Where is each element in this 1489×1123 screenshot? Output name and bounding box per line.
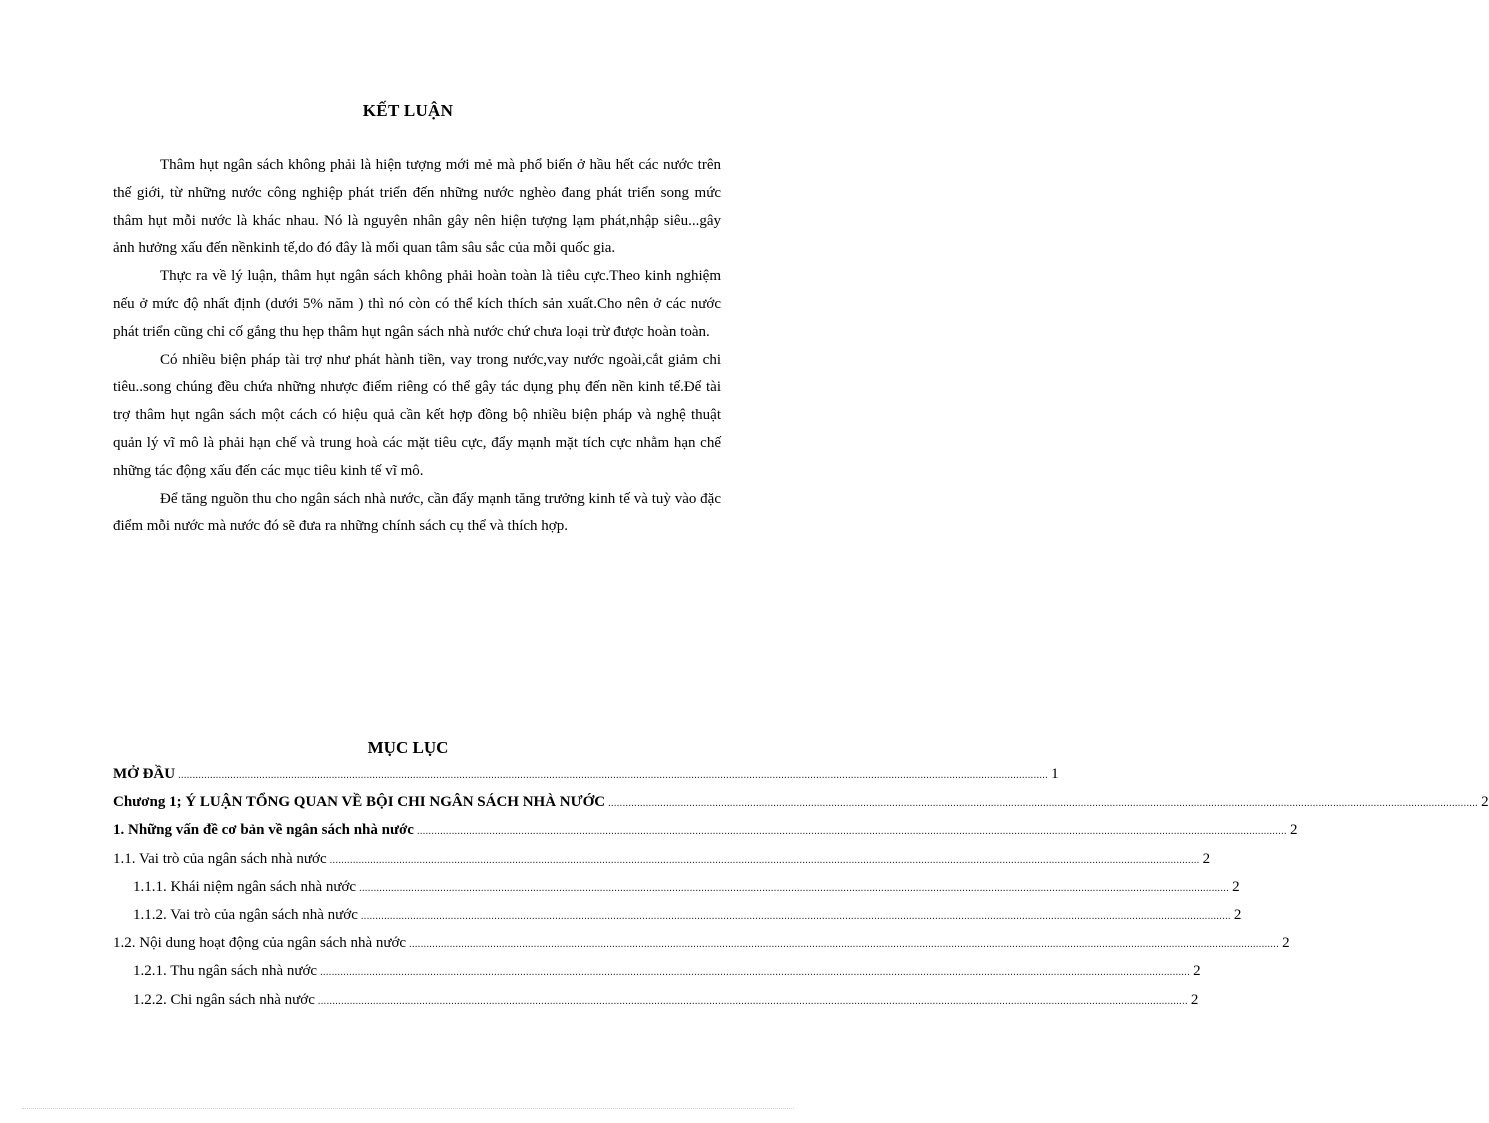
toc-entry-page: 2 bbox=[1233, 906, 1242, 923]
toc-entry-section-1-1[interactable] bbox=[113, 850, 1211, 879]
page-bottom-divider bbox=[22, 1108, 794, 1109]
toc-entry-section-1-2-1[interactable] bbox=[113, 963, 1201, 991]
table-of-contents bbox=[113, 766, 1489, 1020]
toc-leader-dots: ............................................................................................................................................................................................................................................................................................................ bbox=[416, 826, 1287, 838]
toc-leader-dots: ............................................................................................................................................................................................................................................................................................................ bbox=[608, 798, 1479, 810]
toc-entry-page: 2 bbox=[1232, 878, 1240, 895]
toc-entry-section-1-2[interactable] bbox=[113, 935, 1290, 963]
toc-entry-mo-dau[interactable] bbox=[113, 766, 1059, 794]
toc-entry-label: Chương 1; Ý LUẬN TỔNG QUAN VỀ BỘI CHI NGÂN SÁCH NHÀ NƯỚC bbox=[113, 794, 606, 811]
toc-leader-dots: ............................................................................................................................................................................................................................................................................................................ bbox=[329, 854, 1200, 866]
conclusion-title: KẾT LUẬN bbox=[362, 101, 454, 120]
toc-entry-label: 1.1.2. Vai trò của ngân sách nhà nước bbox=[133, 906, 358, 923]
conclusion-paragraph-2: Thực ra về lý luận, thâm hụt ngân sách không phải hoàn toàn là tiêu cực.Theo kinh nghiệm nếu ở mức độ nhất định (dưới 5% năm ) thì nó còn có thể kích thích sản xuất.Cho nên ở các nước phát triển cũng chỉ cố gắng thu hẹp thâm hụt ngân sách nhà nước chứ chưa loại trừ được hoàn toàn. bbox=[113, 268, 721, 340]
toc-entry-label: 1.1. Vai trò của ngân sách nhà nước bbox=[113, 850, 327, 867]
toc-leader-dots: ............................................................................................................................................................................................................................................................................................................ bbox=[360, 910, 1231, 922]
toc-entry-label: 1. Những vấn đề cơ bản về ngân sách nhà nước bbox=[113, 822, 414, 839]
toc-entry-section-1-2-2[interactable] bbox=[113, 991, 1199, 1020]
toc-title: MỤC LỤC bbox=[367, 738, 449, 757]
toc-entry-label: 1.1.1. Khái niệm ngân sách nhà nước bbox=[133, 878, 357, 895]
toc-entry-page: 2 bbox=[1282, 935, 1290, 952]
toc-entry-label: 1.2.2. Chi ngân sách nhà nước bbox=[133, 991, 315, 1008]
toc-entry-section-1-1-1[interactable] bbox=[113, 878, 1240, 907]
toc-entry-page: 1 bbox=[1051, 766, 1059, 782]
toc-entry-label: MỞ ĐẦU bbox=[113, 766, 176, 782]
toc-entry-chuong-1[interactable] bbox=[113, 794, 1489, 822]
toc-leader-dots: ............................................................................................................................................................................................................................................................................................................ bbox=[320, 967, 1191, 979]
toc-entry-section-1-1-2[interactable] bbox=[113, 906, 1242, 935]
toc-leader-dots: ............................................................................................................................................................................................................................................................................................................ bbox=[317, 995, 1188, 1007]
conclusion-body bbox=[113, 152, 721, 541]
toc-entry-label: 1.2. Nội dung hoạt động của ngân sách nhà nước bbox=[113, 935, 407, 952]
toc-entry-page: 2 bbox=[1202, 850, 1211, 867]
conclusion-paragraph-3: Có nhiều biện pháp tài trợ như phát hành tiền, vay trong nước,vay nước ngoài,cắt giảm chi tiêu..song chúng đều chứa những nhược điểm riêng có thể gây tác dụng phụ đến nền kinh tế.Để tài trợ thâm hụt ngân sách một cách có hiệu quả cần kết hợp đồng bộ nhiều biện pháp và nghệ thuật quản lý vĩ mô là phải hạn chế và trung hoà các mặt tiêu cực, đẩy mạnh mặt tích cực nhằm hạn chế những tác động xấu đến các mục tiêu kinh tế vĩ mô. bbox=[113, 351, 721, 479]
toc-entry-page: 2 bbox=[1289, 822, 1298, 839]
toc-entry-page: 2 bbox=[1193, 963, 1201, 980]
conclusion-paragraph-4: Để tăng nguồn thu cho ngân sách nhà nước, cần đẩy mạnh tăng trưởng kinh tế và tuỳ vào đặc điểm mỗi nước mà nước đó sẽ đưa ra những chính sách cụ thể và thích hợp. bbox=[113, 490, 721, 535]
conclusion-paragraph-1: Thâm hụt ngân sách không phải là hiện tượng mới mẻ mà phổ biến ở hầu hết các nước trên thế giới, từ những nước công nghiệp phát triển đến những nước nghèo đang phát triển song mức thâm hụt mỗi nước là khác nhau. Nó là nguyên nhân gây nên hiện tượng lạm phát,nhập siêu...gây ảnh hưởng xấu đến nềnkinh tế,do đó đây là mối quan tâm sâu sắc của mỗi quốc gia. bbox=[113, 157, 721, 257]
toc-leader-dots: ............................................................................................................................................................................................................................................................................................................ bbox=[359, 882, 1230, 894]
toc-entry-section-1[interactable] bbox=[113, 822, 1298, 850]
toc-entry-label: 1.2.1. Thu ngân sách nhà nước bbox=[133, 963, 318, 980]
toc-entry-page: 2 bbox=[1481, 794, 1489, 811]
toc-leader-dots: ............................................................................................................................................................................................................................................................................................................ bbox=[178, 770, 1049, 781]
toc-leader-dots: ............................................................................................................................................................................................................................................................................................................ bbox=[409, 939, 1280, 951]
toc-entry-page: 2 bbox=[1190, 991, 1199, 1008]
